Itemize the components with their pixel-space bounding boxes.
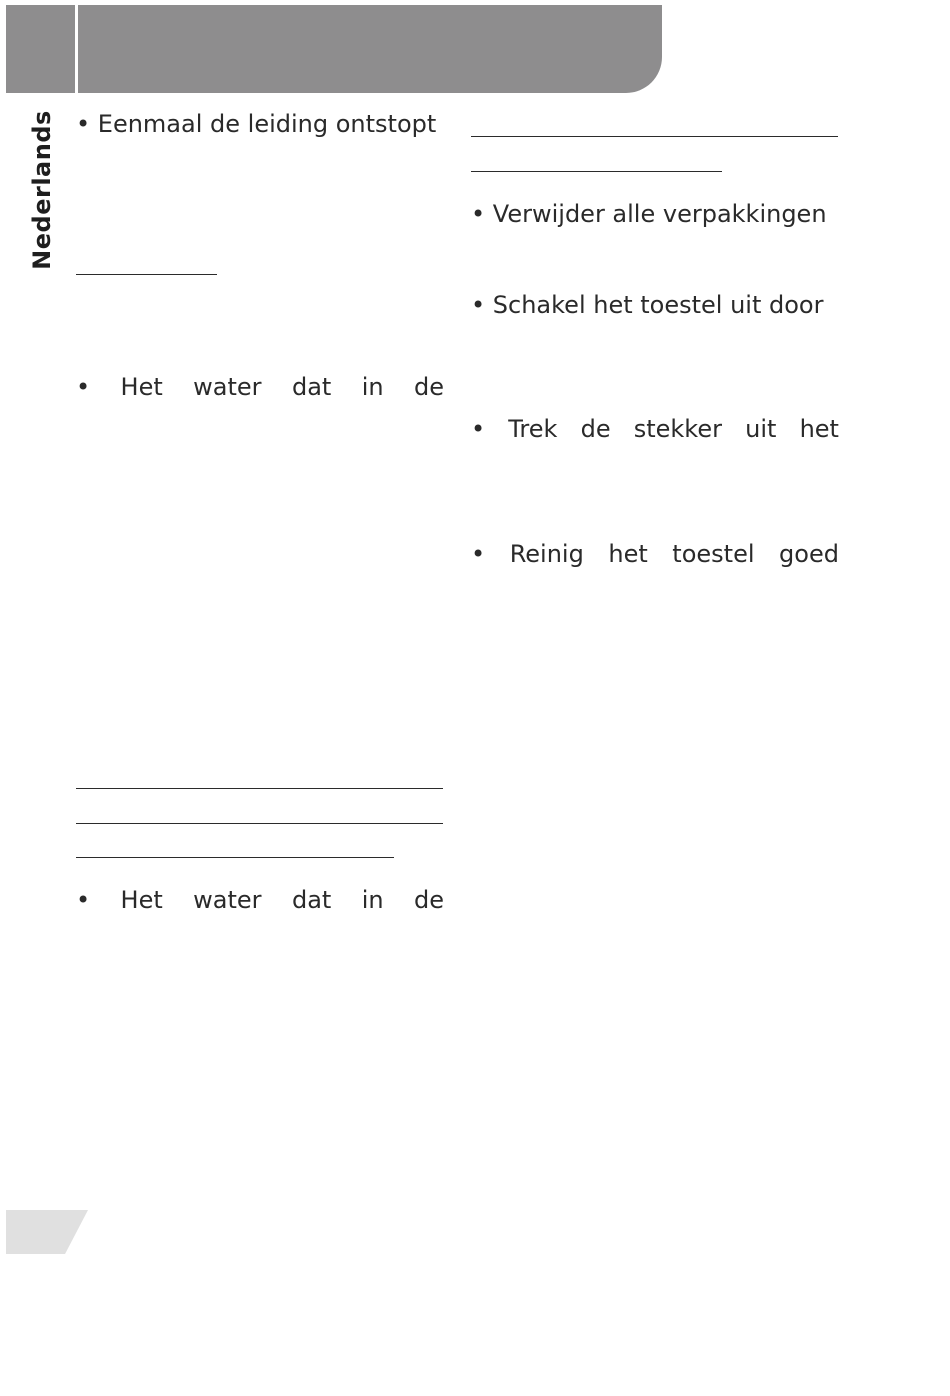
word: het <box>608 540 648 568</box>
left-rule-3 <box>76 857 394 858</box>
header-tab <box>6 5 75 93</box>
right-rule-1 <box>471 136 838 137</box>
word: uit <box>745 415 777 443</box>
word: het <box>799 415 839 443</box>
left-bullet-het-water-1 <box>76 372 444 402</box>
word: Trek <box>508 415 558 443</box>
left-rule-2 <box>76 823 443 824</box>
right-bullet-schakel: • Schakel het toestel uit door <box>471 291 824 319</box>
word: de <box>580 415 611 443</box>
word: dat <box>291 373 332 401</box>
language-side-label: Nederlands <box>28 110 56 270</box>
left-rule-short <box>76 274 217 275</box>
left-bullet-het-water-2 <box>76 885 444 915</box>
word: water <box>193 886 262 914</box>
left-rule-1 <box>76 788 443 789</box>
word: • <box>471 540 486 568</box>
word: Het <box>120 373 163 401</box>
page-number-tab <box>6 1210 88 1254</box>
word: toestel <box>672 540 755 568</box>
word: • <box>76 373 91 401</box>
word: Het <box>120 886 163 914</box>
word: • <box>471 415 486 443</box>
right-bullet-trek <box>471 414 839 444</box>
word: Reinig <box>509 540 584 568</box>
right-bullet-verwijder: • Verwijder alle verpakkingen <box>471 200 827 228</box>
word: • <box>76 886 91 914</box>
header-bar <box>78 5 662 93</box>
word: dat <box>291 886 332 914</box>
word: in <box>361 886 384 914</box>
word: water <box>193 373 262 401</box>
word: goed <box>779 540 839 568</box>
left-bullet-eenmaal: • Eenmaal de leiding ontstopt <box>76 110 437 138</box>
right-bullet-reinig <box>471 539 839 569</box>
word: in <box>361 373 384 401</box>
word: de <box>413 373 444 401</box>
right-rule-2 <box>471 171 722 172</box>
word: de <box>413 886 444 914</box>
word: stekker <box>633 415 722 443</box>
